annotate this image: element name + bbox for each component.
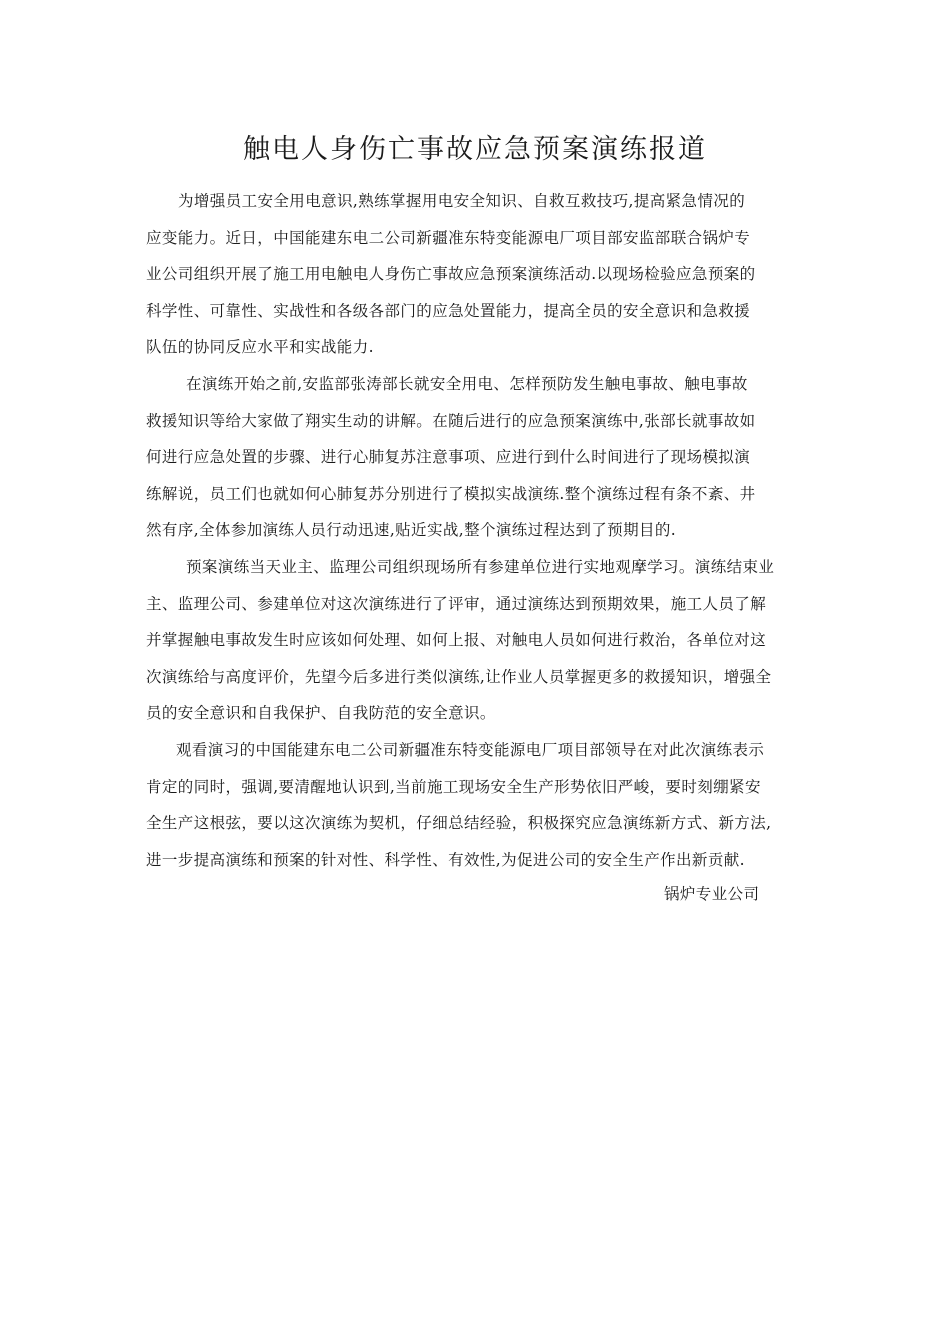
paragraph-line: 救援知识等给大家做了翔实生动的讲解。在随后进行的应急预案演练中,张部长就事故如 [146, 411, 756, 430]
paragraph-line: 预案演练当天业主、监理公司组织现场所有参建单位进行实地观摩学习。演练结束业 [186, 557, 775, 576]
paragraph-line: 全生产这根弦，要以这次演练为契机，仔细总结经验，积极探究应急演练新方式、新方法, [146, 814, 772, 833]
document-body [146, 183, 810, 878]
paragraph-2 [146, 366, 810, 549]
paragraph-line: 员的安全意识和自我保护、自我防范的安全意识。 [146, 704, 496, 723]
paragraph-line: 进一步提高演练和预案的针对性、科学性、有效性,为促进公司的安全生产作出新贡献. [146, 850, 745, 869]
signature: 锅炉专业公司 [664, 885, 760, 903]
paragraph-line: 肯定的同时，强调,要清醒地认识到,当前施工现场安全生产形势依旧严峻，要时刻绷紧安 [146, 777, 761, 796]
paragraph-3 [146, 549, 810, 732]
paragraph-line: 主、监理公司、参建单位对这次演练进行了评审，通过演练达到预期效果，施工人员了解 [146, 594, 767, 613]
paragraph-line: 何进行应急处置的步骤、进行心肺复苏注意事项、应进行到什么时间进行了现场模拟演 [146, 448, 751, 467]
paragraph-line: 队伍的协同反应水平和实战能力. [146, 338, 374, 357]
paragraph-line: 练解说，员工们也就如何心肺复苏分别进行了模拟实战演练.整个演练过程有条不紊、井 [146, 484, 756, 503]
paragraph-line: 科学性、可靠性、实战性和各级各部门的应急处置能力，提高全员的安全意识和急救援 [146, 301, 751, 320]
paragraph-line: 在演练开始之前,安监部张涛部长就安全用电、怎样预防发生触电事故、触电事故 [186, 374, 748, 393]
paragraph-4 [146, 732, 810, 878]
paragraph-line: 观看演习的中国能建东电二公司新疆准东特变能源电厂项目部领导在对此次演练表示 [176, 740, 765, 759]
paragraph-line: 为增强员工安全用电意识,熟练掌握用电安全知识、自救互救技巧,提高紧急情况的 [178, 192, 746, 210]
paragraph-1 [146, 183, 810, 366]
paragraph-line: 业公司组织开展了施工用电触电人身伤亡事故应急预案演练活动.以现场检验应急预案的 [146, 265, 756, 284]
document-title: 触电人身伤亡事故应急预案演练报道 [243, 134, 707, 165]
paragraph-line: 并掌握触电事故发生时应该如何处理、如何上报、对触电人员如何进行救治，各单位对这 [146, 631, 767, 650]
paragraph-line: 次演练给与高度评价，先望今后多进行类似演练,让作业人员掌握更多的救援知识，增强全 [146, 667, 772, 686]
paragraph-line: 然有序,全体参加演练人员行动迅速,贴近实战,整个演练过程达到了预期目的. [146, 521, 677, 540]
paragraph-line: 应变能力。近日，中国能建东电二公司新疆准东特变能源电厂项目部安监部联合锅炉专 [146, 228, 751, 247]
